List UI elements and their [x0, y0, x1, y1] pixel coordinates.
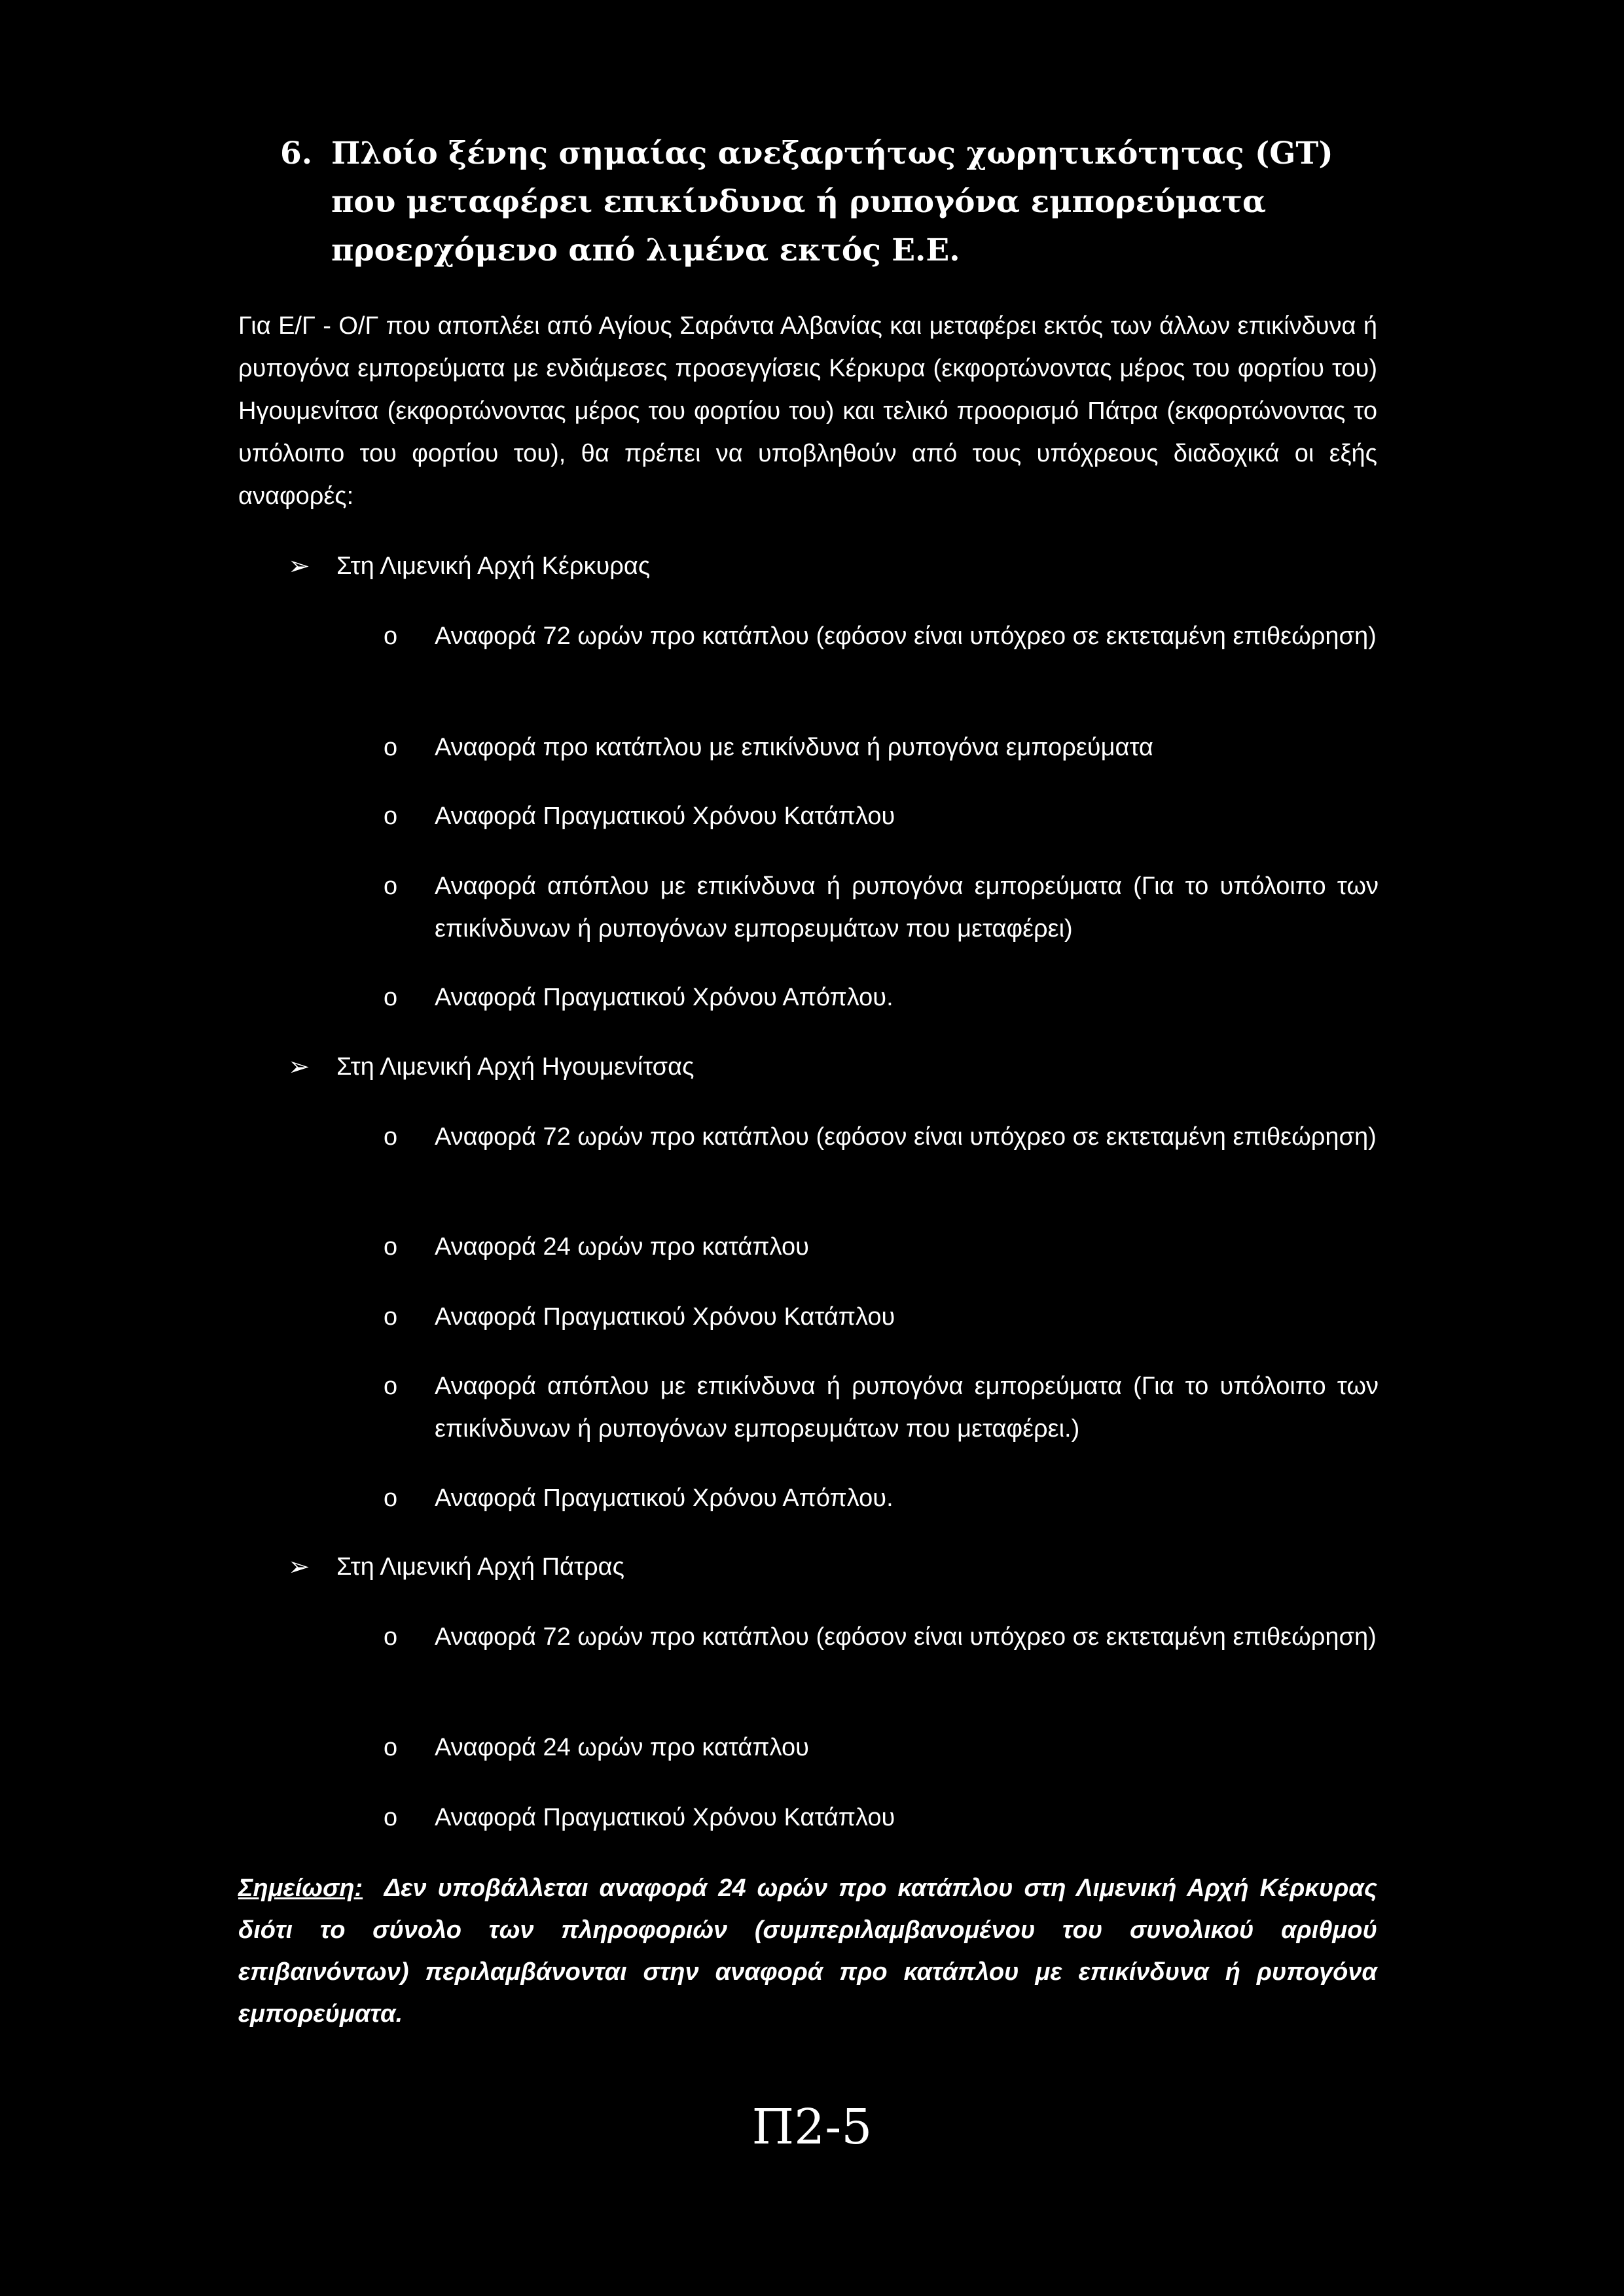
list-item	[384, 1365, 1379, 1450]
list-item-text: Αναφορά 72 ωρών προ κατάπλου (εφόσον είναι υπόχρεο σε εκτεταμένη επιθεώρηση)	[435, 622, 1377, 650]
section-kerkyra-heading	[288, 547, 650, 586]
arrow-bullet-icon: ➢	[288, 552, 310, 581]
circle-bullet-icon: o	[384, 984, 398, 1011]
note-label: Σημείωση:	[238, 1874, 363, 1902]
section-title: Στη Λιμενική Αρχή Ηγουμενίτσας	[336, 1053, 695, 1081]
circle-bullet-icon: o	[384, 1372, 398, 1400]
section-title: Στη Λιμενική Αρχή Κέρκυρας	[336, 552, 651, 580]
section-heading	[280, 130, 1393, 275]
list-item	[384, 865, 1379, 950]
arrow-bullet-icon: ➢	[288, 1052, 310, 1081]
list-item	[384, 977, 1379, 1019]
list-item-text: Αναφορά 72 ωρών προ κατάπλου (εφόσον είναι υπόχρεο σε εκτεταμένη επιθεώρηση)	[435, 1123, 1377, 1151]
section-igoumenitsa-heading	[288, 1047, 694, 1086]
circle-bullet-icon: o	[384, 1123, 398, 1151]
list-item-text: Αναφορά απόπλου με επικίνδυνα ή ρυπογόνα εμπορεύματα (Για το υπόλοιπο των επικίνδυνων ή ρυπογόνων εμπορευμάτων που μεταφέρει)	[435, 872, 1379, 942]
circle-bullet-icon: o	[384, 1233, 398, 1261]
list-item-text: Αναφορά 24 ωρών προ κατάπλου	[435, 1734, 809, 1761]
note-paragraph	[238, 1867, 1377, 2035]
section-patra-heading	[288, 1547, 624, 1587]
heading-title: Πλοίο ξένης σημαίας ανεξαρτήτως χωρητικότητας (GT) που μεταφέρει επικίνδυνα ή ρυπογόνα εμπορεύματα προερχόμενο από λιμένα εκτός Ε.Ε.	[331, 135, 1333, 268]
list-item-text: Αναφορά Πραγματικού Χρόνου Κατάπλου	[435, 802, 895, 830]
note-text: Δεν υποβάλλεται αναφορά 24 ωρών προ κατάπλου στη Λιμενική Αρχή Κέρκυρας διότι το σύνολο των πληροφοριών (συμπεριλαμβανομένου του συνολικού αριθμού επιβαινόντων) περιλαμβάνονται στην αναφορά προ κατάπλου με επικίνδυνα ή ρυπογόνα εμπορεύματα.	[238, 1874, 1377, 2028]
list-item	[384, 795, 1379, 838]
circle-bullet-icon: o	[384, 802, 398, 830]
list-item	[384, 1477, 1379, 1520]
page-number: Π2-5	[751, 2099, 873, 2155]
list-item-text: Αναφορά απόπλου με επικίνδυνα ή ρυπογόνα εμπορεύματα (Για το υπόλοιπο των επικίνδυνων ή ρυπογόνων εμπορευμάτων που μεταφέρει.)	[435, 1372, 1379, 1443]
heading-number: 6.	[280, 135, 313, 171]
list-item-text: Αναφορά Πραγματικού Χρόνου Κατάπλου	[435, 1804, 895, 1831]
list-item-text: Αναφορά Πραγματικού Χρόνου Απόπλου.	[435, 1484, 893, 1512]
list-item-text: Αναφορά 24 ωρών προ κατάπλου	[435, 1233, 809, 1261]
list-item-text: Αναφορά προ κατάπλου με επικίνδυνα ή ρυπογόνα εμπορεύματα	[435, 734, 1153, 761]
circle-bullet-icon: o	[384, 1623, 398, 1651]
circle-bullet-icon: o	[384, 1734, 398, 1761]
list-item	[384, 1797, 1379, 1839]
arrow-bullet-icon: ➢	[288, 1552, 310, 1581]
circle-bullet-icon: o	[384, 1804, 398, 1831]
circle-bullet-icon: o	[384, 872, 398, 900]
intro-paragraph: Για Ε/Γ - Ο/Γ που αποπλέει από Αγίους Σαράντα Αλβανίας και μεταφέρει εκτός των άλλων επικίνδυνα ή ρυπογόνα εμπορεύματα με ενδιάμεσες προσεγγίσεις Κέρκυρα (εκφορτώνοντας μέρος του φορτίου του) Ηγουμενίτσα (εκφορτώνοντας μέρος του φορτίου του) και τελικό προορισμό Πάτρα (εκφορτώνοντας το υπόλοιπο του φορτίου του), θα πρέπει να υποβληθούν από τους υπόχρεους διαδοχικά οι εξής αναφορές:	[238, 312, 1377, 510]
list-item	[384, 1616, 1379, 1659]
list-item	[384, 1226, 1379, 1268]
list-item	[384, 1116, 1379, 1158]
list-item-text: Αναφορά Πραγματικού Χρόνου Απόπλου.	[435, 984, 893, 1011]
list-item	[384, 726, 1379, 769]
list-item-text: Αναφορά 72 ωρών προ κατάπλου (εφόσον είναι υπόχρεο σε εκτεταμένη επιθεώρηση)	[435, 1623, 1377, 1651]
list-item	[384, 1296, 1379, 1338]
circle-bullet-icon: o	[384, 1484, 398, 1512]
circle-bullet-icon: o	[384, 622, 398, 650]
circle-bullet-icon: o	[384, 734, 398, 761]
list-item-text: Αναφορά Πραγματικού Χρόνου Κατάπλου	[435, 1303, 895, 1331]
circle-bullet-icon: o	[384, 1303, 398, 1331]
section-title: Στη Λιμενική Αρχή Πάτρας	[336, 1553, 624, 1581]
list-item	[384, 1727, 1379, 1769]
list-item	[384, 615, 1379, 658]
